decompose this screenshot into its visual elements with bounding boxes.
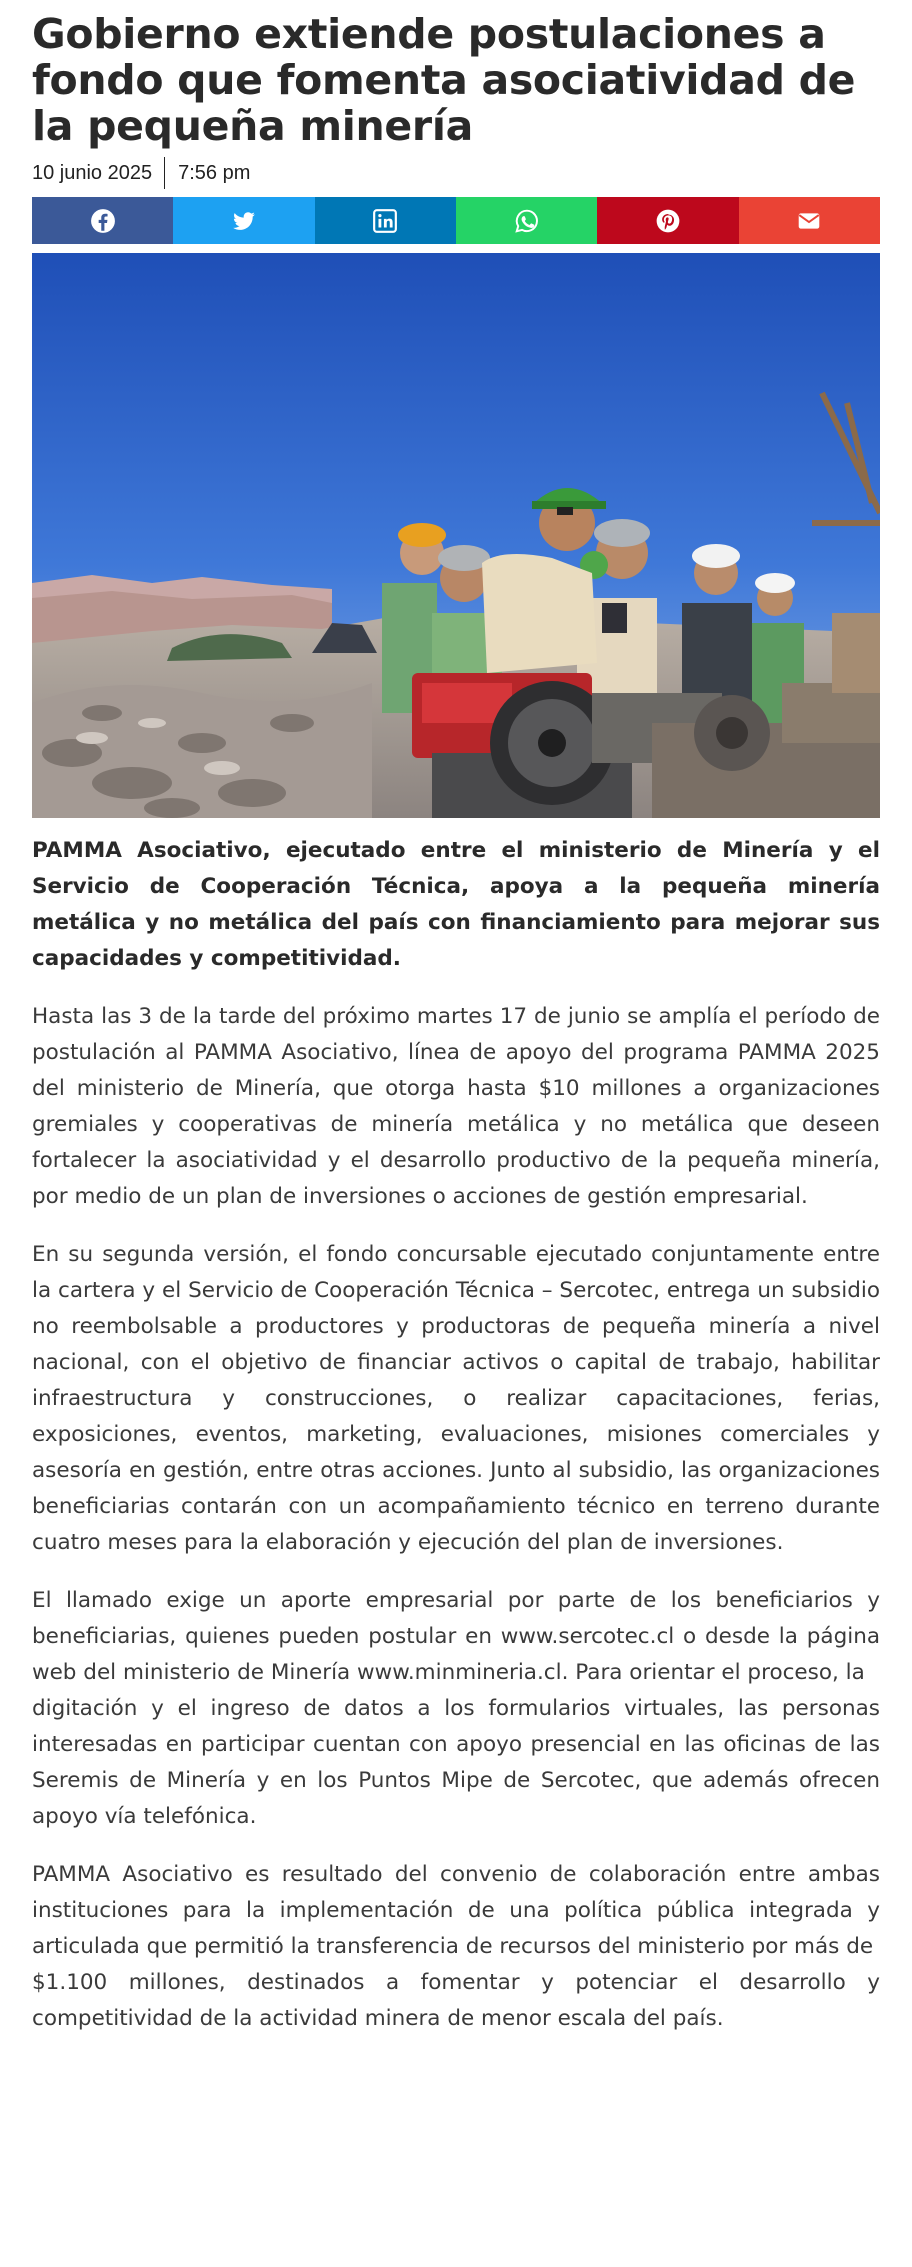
twitter-icon	[231, 208, 257, 234]
article-meta	[32, 157, 880, 189]
article-paragraph-4	[32, 1857, 880, 2037]
article-time: 7:56 pm	[178, 162, 251, 184]
article-title: Gobierno extiende postulaciones a fondo que fomenta asociatividad de la pequeña minería	[32, 10, 856, 150]
article-paragraph-3-part-1: El llamado exige un aporte empresarial por parte de los beneficiarios y beneficiarias, quienes pueden postular en www.sercotec.cl o desde la página web del ministerio de Minería www.minmineria.cl. Para orientar el proceso, la	[32, 1588, 880, 1685]
article-paragraph-1: Hasta las 3 de la tarde del próximo martes 17 de junio se amplía el período de postulación al PAMMA Asociativo, línea de apoyo del programa PAMMA 2025 del ministerio de Minería, que otorga hasta $10 millones a organizaciones gremiales y cooperativas de minería metálica y no metálica que deseen fortalecer la asociatividad y el desarrollo productivo de la pequeña minería, por medio de un plan de inversiones o acciones de gestión empresarial.	[32, 1004, 880, 1209]
article-lead: PAMMA Asociativo, ejecutado entre el ministerio de Minería y el Servicio de Cooperación Técnica, apoya a la pequeña minería metálica y no metálica del país con financiamiento para mejorar sus capacidades y competitividad.	[32, 838, 880, 971]
miners-photo	[32, 253, 880, 818]
share-email-button[interactable]	[739, 197, 880, 244]
share-pinterest-button[interactable]	[597, 197, 738, 244]
envelope-icon	[796, 208, 822, 234]
share-twitter-button[interactable]	[173, 197, 314, 244]
article-paragraph-4-part-1: PAMMA Asociativo es resultado del convenio de colaboración entre ambas instituciones para la implementación de una política pública integrada y articulada que permitió la transferencia de recursos del ministerio por más de	[32, 1862, 880, 1959]
article-paragraph-2: En su segunda versión, el fondo concursable ejecutado conjuntamente entre la cartera y el Servicio de Cooperación Técnica – Sercotec, entrega un subsidio no reembolsable a productores y productoras de pequeña minería a nivel nacional, con el objetivo de financiar activos o capital de trabajo, habilitar infraestructura y construcciones, o realizar capacitaciones, ferias, exposiciones, eventos, marketing, evaluaciones, misiones comerciales y asesoría en gestión, entre otras acciones. Junto al subsidio, las organizaciones beneficiarias contarán con un acompañamiento técnico en terreno durante cuatro meses para la elaboración y ejecución del plan de inversiones.	[32, 1242, 880, 1555]
pinterest-icon	[655, 208, 681, 234]
share-whatsapp-button[interactable]	[456, 197, 597, 244]
facebook-icon	[90, 208, 116, 234]
article-paragraph-3	[32, 1583, 880, 1835]
linkedin-icon	[372, 208, 398, 234]
article-paragraph-3-part-2: digitación y el ingreso de datos a los formularios virtuales, las personas interesadas en participar cuentan con apoyo presencial en las oficinas de las Seremis de Minería y en los Puntos Mipe de Sercotec, que además ofrecen apoyo vía telefónica.	[32, 1696, 880, 1829]
share-linkedin-button[interactable]	[315, 197, 456, 244]
share-bar	[32, 197, 880, 244]
whatsapp-icon	[514, 208, 540, 234]
article-paragraph-4-part-2: $1.100 millones, destinados a fomentar y potenciar el desarrollo y competitividad de la actividad minera de menor escala del país.	[32, 1970, 880, 2031]
share-facebook-button[interactable]	[32, 197, 173, 244]
article	[32, 0, 880, 2037]
article-date: 10 junio 2025	[32, 157, 165, 189]
